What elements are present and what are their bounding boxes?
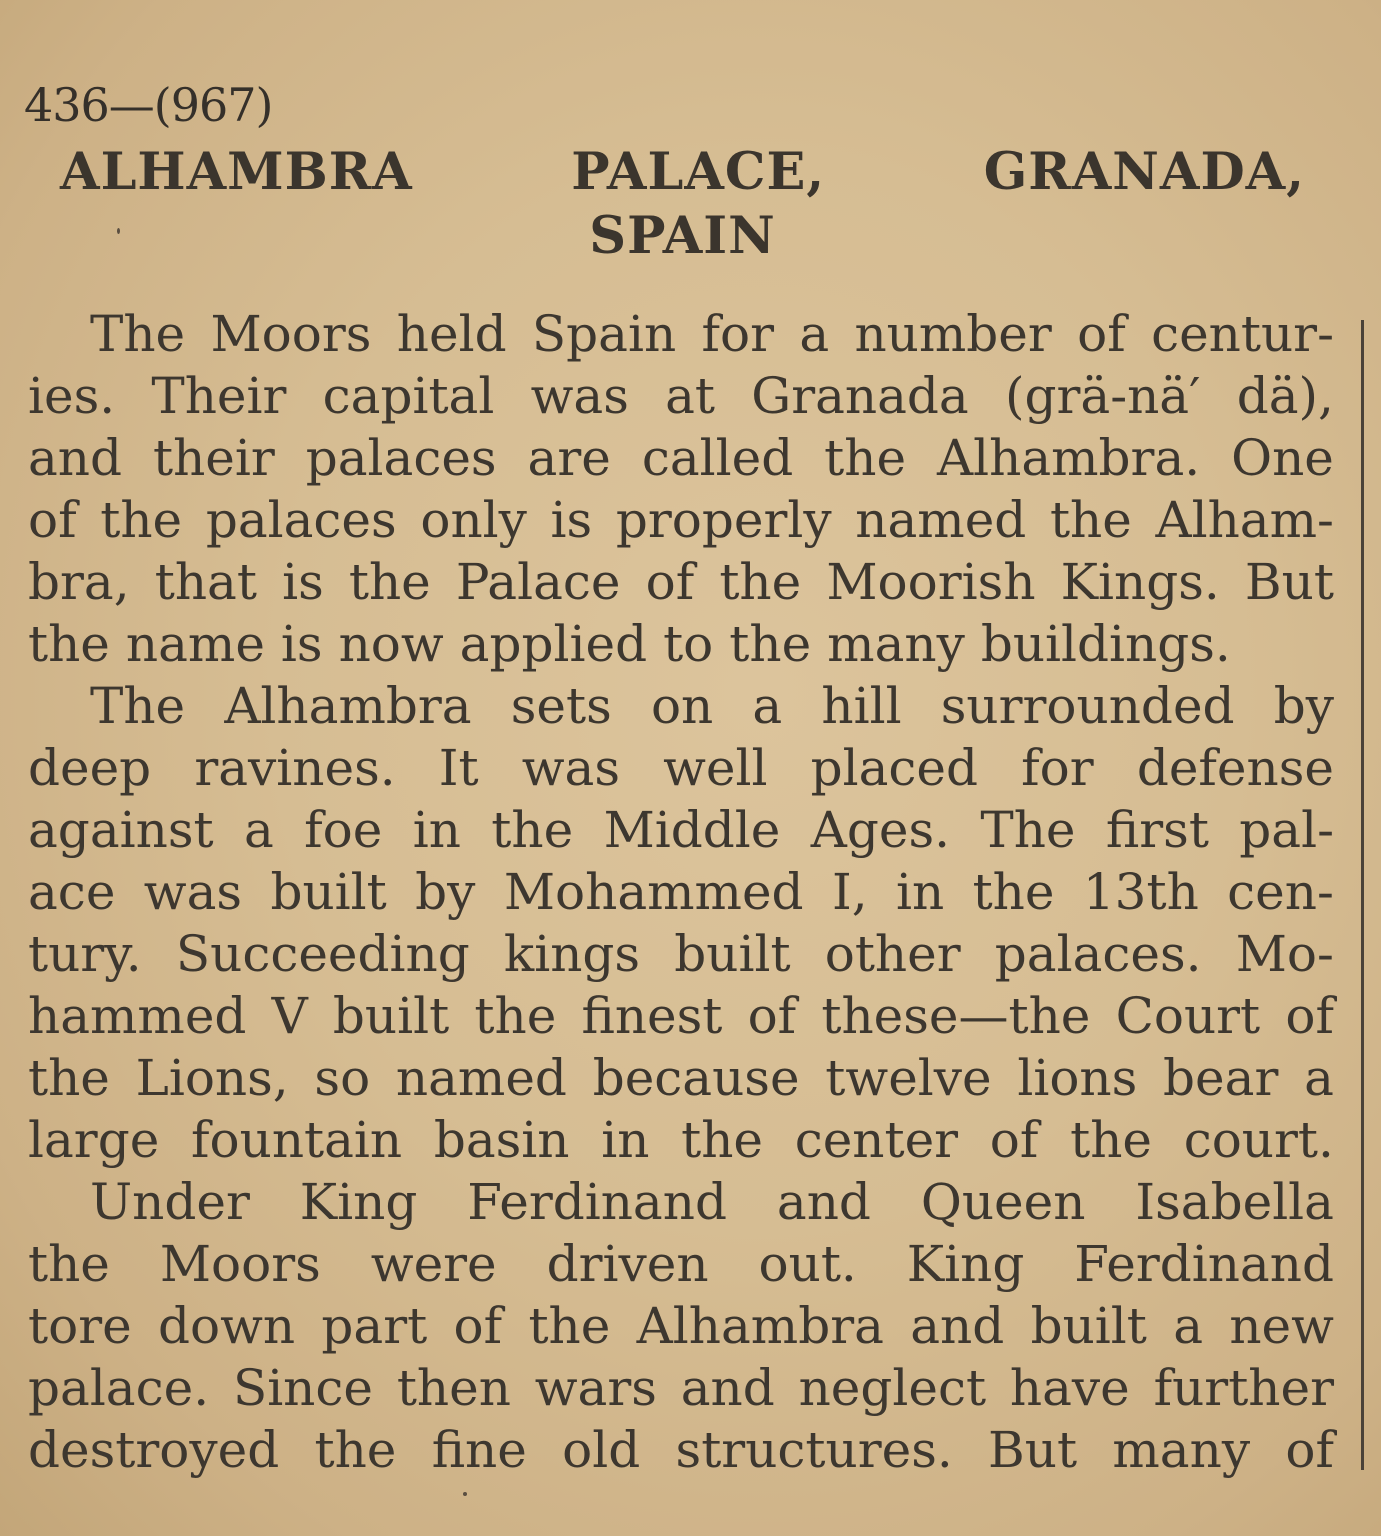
body-line (28, 1047, 1334, 1109)
body-word: bra, (28, 553, 130, 611)
body-word: for (1021, 739, 1094, 797)
body-word: built (674, 925, 791, 983)
body-word: was (530, 367, 629, 425)
body-word: Since (232, 1359, 373, 1417)
body-word: center (794, 1111, 959, 1169)
body-word: basin (433, 1111, 570, 1169)
body-word: part (321, 1297, 428, 1355)
body-word: a (243, 801, 274, 859)
body-word: of (1285, 987, 1334, 1045)
body-word: hill (821, 677, 902, 735)
body-word: Under (90, 1173, 250, 1231)
body-line (28, 1419, 1334, 1481)
body-word: placed (810, 739, 979, 797)
title-word: ALHAMBRA (60, 142, 413, 202)
body-word: in (601, 1111, 650, 1169)
body-word: Isabella (1135, 1173, 1334, 1231)
body-word: deep (28, 739, 152, 797)
body-word: (grä-nä′ (1004, 367, 1201, 425)
body-word: Court (1115, 987, 1261, 1045)
title-line-2 (60, 204, 1305, 268)
body-word: Kings. (1060, 553, 1220, 611)
title-word: GRANADA, (983, 142, 1305, 202)
body-word: was (521, 739, 620, 797)
paper-speck (463, 1492, 467, 1496)
body-word: Moors (159, 1235, 321, 1293)
body-word: King (299, 1173, 418, 1231)
body-line (28, 923, 1334, 985)
body-word: at (665, 367, 716, 425)
body-word: Palace (455, 553, 621, 611)
body-word: court. (1183, 1111, 1334, 1169)
body-word: sets (510, 677, 612, 735)
body-word: named (395, 1049, 567, 1107)
body-word: of (645, 553, 695, 611)
body-word: tury. (28, 925, 142, 983)
body-word: hammed (28, 987, 247, 1045)
body-word: bear (1163, 1049, 1279, 1107)
body-word: lions (1017, 1049, 1138, 1107)
body-word: by (415, 863, 476, 921)
body-word: the (100, 491, 183, 549)
body-line (28, 1171, 1334, 1233)
body-line (28, 1109, 1334, 1171)
body-word: to (663, 615, 714, 673)
body-word: other (824, 925, 961, 983)
body-line (28, 861, 1334, 923)
body-word: large (28, 1111, 160, 1169)
body-word: new (1229, 1297, 1334, 1355)
body-word: of (28, 491, 77, 549)
body-word: in (895, 863, 945, 921)
body-word: a (799, 305, 830, 363)
body-word: centur- (1151, 305, 1334, 363)
body-word: and (776, 1173, 871, 1231)
body-line (28, 303, 1334, 365)
body-word: old (562, 1421, 641, 1479)
body-word: Moors (210, 305, 372, 363)
body-word: and (910, 1297, 1005, 1355)
body-word: is (280, 615, 323, 673)
title-word: SPAIN (589, 206, 776, 266)
title-word: PALACE, (571, 142, 826, 202)
body-word: name (125, 615, 265, 673)
body-word: kings (503, 925, 641, 983)
body-word: ravines. (194, 739, 396, 797)
body-word: Middle (603, 801, 781, 859)
body-word: But (1244, 553, 1334, 611)
body-word: many (827, 615, 965, 673)
body-word: well (663, 739, 768, 797)
body-word: their (152, 429, 275, 487)
body-word: only (420, 491, 527, 549)
body-word: a (752, 677, 783, 735)
body-word: the (28, 1049, 110, 1107)
body-word: palaces (205, 491, 397, 549)
title-line-1 (60, 140, 1305, 204)
body-word: by (1273, 677, 1334, 735)
body-word: finest (581, 987, 723, 1045)
body-word: palaces (305, 429, 497, 487)
body-word: twelve (825, 1049, 992, 1107)
body-word: the (28, 1235, 110, 1293)
body-word: a (1173, 1297, 1203, 1355)
body-word: buildings. (980, 615, 1231, 673)
body-word: Alham- (1155, 491, 1334, 549)
body-word: driven (546, 1235, 709, 1293)
body-word: and (28, 429, 123, 487)
body-word: held (396, 305, 507, 363)
body-word: Succeeding (175, 925, 470, 983)
body-line (28, 427, 1334, 489)
body-word: foe (304, 801, 383, 859)
body-word: Alhambra (224, 677, 472, 735)
paper-speck (117, 228, 120, 234)
body-word: Granada (751, 367, 969, 425)
body-word: capital (322, 367, 495, 425)
body-word: the (528, 1297, 611, 1355)
body-word: Ages. (810, 801, 950, 859)
body-word: and (680, 1359, 775, 1417)
body-word: are (527, 429, 611, 487)
body-word: dä), (1236, 367, 1334, 425)
body-word: Alhambra. (937, 429, 1201, 487)
body-word: further (1153, 1359, 1334, 1417)
body-word: Their (151, 367, 287, 425)
body-word: Ferdinand (467, 1173, 727, 1231)
body-word: the (474, 987, 557, 1045)
body-word: King (906, 1235, 1025, 1293)
body-word: fine (431, 1421, 527, 1479)
body-word: against (28, 801, 214, 859)
body-line (28, 985, 1334, 1047)
body-line (28, 675, 1334, 737)
body-line (28, 799, 1334, 861)
body-word: were (370, 1235, 497, 1293)
body-word: fountain (191, 1111, 403, 1169)
body-line (28, 365, 1334, 427)
body-word: destroyed (28, 1421, 280, 1479)
body-line (28, 737, 1334, 799)
body-word: was (143, 863, 243, 921)
body-word: palaces. (994, 925, 1202, 983)
body-word: defense (1136, 739, 1334, 797)
body-word: built (1030, 1297, 1147, 1355)
margin-rule (1361, 320, 1364, 1470)
body-word: the (729, 615, 812, 673)
body-word: on (650, 677, 714, 735)
body-word: the (491, 801, 574, 859)
body-word: the (314, 1421, 397, 1479)
body-word: of (1285, 1421, 1334, 1479)
body-word: then (396, 1359, 511, 1417)
body-word: built (332, 987, 450, 1045)
body-word: wars (534, 1359, 657, 1417)
body-word: The (90, 677, 186, 735)
body-word: It (438, 739, 479, 797)
body-text (28, 303, 1334, 1481)
body-word: of (453, 1297, 503, 1355)
body-line (28, 489, 1334, 551)
body-word: of (1077, 305, 1126, 363)
body-word: palace. (28, 1359, 210, 1417)
body-word: The (90, 305, 186, 363)
body-word: V (271, 987, 308, 1045)
body-line (28, 1233, 1334, 1295)
body-word: the (1049, 491, 1132, 549)
body-word: surrounded (940, 677, 1235, 735)
body-word: I, (831, 863, 868, 921)
body-word: of (747, 987, 797, 1045)
body-word: named (855, 491, 1027, 549)
body-word: the (28, 615, 110, 673)
body-word: cen- (1227, 863, 1334, 921)
body-word: the (972, 863, 1055, 921)
body-word: the (681, 1111, 763, 1169)
body-word: called (641, 429, 794, 487)
body-word: is (282, 553, 324, 611)
card-title (60, 140, 1305, 268)
body-word: because (592, 1049, 800, 1107)
body-word: Alhambra (636, 1297, 884, 1355)
body-line (28, 613, 1334, 675)
body-word: properly (615, 491, 832, 549)
body-word: a (1304, 1049, 1334, 1107)
body-line (28, 551, 1334, 613)
body-word: Ferdinand (1074, 1235, 1334, 1293)
body-word: many (1112, 1421, 1251, 1479)
body-word: But (988, 1421, 1078, 1479)
body-word: so (314, 1049, 371, 1107)
body-word: for (701, 305, 775, 363)
body-line (28, 1357, 1334, 1419)
body-word: Queen (920, 1173, 1086, 1231)
body-word: the (348, 553, 431, 611)
body-word: built (270, 863, 387, 921)
body-word: Mohammed (503, 863, 804, 921)
body-word: ies. (28, 367, 116, 425)
body-word: the (719, 553, 802, 611)
body-word: these—the (821, 987, 1091, 1045)
body-word: One (1231, 429, 1334, 487)
body-word: neglect (798, 1359, 987, 1417)
body-word: number (854, 305, 1052, 363)
card-number: 436—(967) (24, 78, 273, 132)
body-word: now (338, 615, 444, 673)
body-word: Mo- (1235, 925, 1334, 983)
body-word: out. (758, 1235, 857, 1293)
body-word: Spain (531, 305, 677, 363)
body-word: of (989, 1111, 1039, 1169)
body-word: the (1070, 1111, 1152, 1169)
body-word: Moorish (826, 553, 1036, 611)
body-word: pal- (1239, 801, 1334, 859)
body-word: first (1105, 801, 1209, 859)
body-word: have (1009, 1359, 1130, 1417)
body-word: structures. (675, 1421, 953, 1479)
body-word: down (158, 1297, 296, 1355)
body-word: applied (459, 615, 648, 673)
body-word: is (550, 491, 593, 549)
body-word: in (412, 801, 461, 859)
body-word: the (824, 429, 907, 487)
body-line (28, 1295, 1334, 1357)
body-word: tore (28, 1297, 132, 1355)
body-word: that (154, 553, 257, 611)
body-word: Lions, (135, 1049, 289, 1107)
body-word: ace (28, 863, 116, 921)
body-word: The (980, 801, 1076, 859)
body-word: 13th (1082, 863, 1199, 921)
